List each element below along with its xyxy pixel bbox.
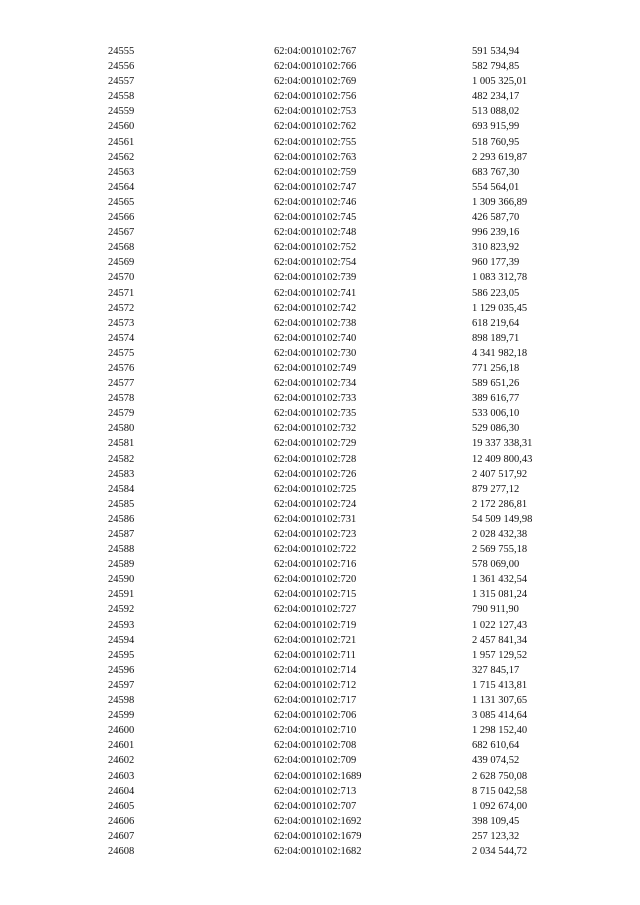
cadastral-number: 62:04:0010102:747 [274, 181, 357, 193]
row-number: 24560 [108, 121, 135, 133]
table-row [108, 542, 568, 557]
row-number: 24581 [108, 438, 135, 450]
row-number: 24607 [108, 830, 135, 842]
row-number: 24589 [108, 559, 135, 571]
cadastral-value: 578 069,00 [472, 559, 520, 571]
row-number: 24568 [108, 242, 135, 254]
cadastral-number: 62:04:0010102:709 [274, 755, 357, 767]
cadastral-value: 398 109,45 [472, 815, 520, 827]
cadastral-value: 257 123,32 [472, 830, 520, 842]
row-number: 24557 [108, 76, 135, 88]
row-number: 24561 [108, 136, 135, 148]
cadastral-number: 62:04:0010102:763 [274, 151, 357, 163]
row-number: 24565 [108, 196, 135, 208]
cadastral-value: 2 457 841,34 [472, 634, 528, 646]
table-row [108, 723, 568, 738]
table-row [108, 210, 568, 225]
table-row [108, 270, 568, 285]
cadastral-number: 62:04:0010102:745 [274, 212, 357, 224]
row-number: 24564 [108, 181, 135, 193]
cadastral-number: 62:04:0010102:735 [274, 408, 357, 420]
table-row [108, 119, 568, 134]
row-number: 24596 [108, 664, 135, 676]
cadastral-value: 996 239,16 [472, 227, 520, 239]
cadastral-number: 62:04:0010102:1679 [274, 830, 362, 842]
cadastral-value: 683 767,30 [472, 166, 520, 178]
cadastral-number: 62:04:0010102:721 [274, 634, 357, 646]
row-number: 24569 [108, 257, 135, 269]
cadastral-number: 62:04:0010102:1689 [274, 770, 362, 782]
table-row [108, 467, 568, 482]
cadastral-value: 3 085 414,64 [472, 710, 528, 722]
cadastral-value: 1 309 366,89 [472, 196, 528, 208]
table-row [108, 104, 568, 119]
table-row [108, 376, 568, 391]
cadastral-value: 1 022 127,43 [472, 619, 528, 631]
cadastral-number: 62:04:0010102:769 [274, 76, 357, 88]
cadastral-value: 1 083 312,78 [472, 272, 528, 284]
cadastral-value: 771 256,18 [472, 362, 520, 374]
table-row [108, 769, 568, 784]
cadastral-number: 62:04:0010102:729 [274, 438, 357, 450]
row-number: 24605 [108, 800, 135, 812]
table-row [108, 286, 568, 301]
cadastral-value: 1 298 152,40 [472, 725, 528, 737]
row-number: 24558 [108, 91, 135, 103]
cadastral-value-table [108, 44, 568, 859]
row-number: 24603 [108, 770, 135, 782]
cadastral-value: 682 610,64 [472, 740, 520, 752]
table-row [108, 678, 568, 693]
cadastral-value: 1 715 413,81 [472, 679, 528, 691]
cadastral-value: 529 086,30 [472, 423, 520, 435]
row-number: 24597 [108, 679, 135, 691]
row-number: 24594 [108, 634, 135, 646]
cadastral-value: 554 564,01 [472, 181, 520, 193]
cadastral-value: 2 407 517,92 [472, 468, 528, 480]
table-row [108, 633, 568, 648]
cadastral-number: 62:04:0010102:727 [274, 604, 357, 616]
row-number: 24602 [108, 755, 135, 767]
cadastral-number: 62:04:0010102:742 [274, 302, 357, 314]
cadastral-value: 482 234,17 [472, 91, 520, 103]
row-number: 24586 [108, 513, 135, 525]
cadastral-number: 62:04:0010102:740 [274, 332, 357, 344]
row-number: 24579 [108, 408, 135, 420]
table-row [108, 602, 568, 617]
cadastral-value: 533 006,10 [472, 408, 520, 420]
cadastral-value: 1 129 035,45 [472, 302, 528, 314]
table-row [108, 557, 568, 572]
row-number: 24598 [108, 695, 135, 707]
cadastral-value: 2 034 544,72 [472, 845, 528, 857]
cadastral-value: 1 131 307,65 [472, 695, 528, 707]
table-row [108, 240, 568, 255]
cadastral-value: 1 315 081,24 [472, 589, 528, 601]
cadastral-value: 310 823,92 [472, 242, 520, 254]
row-number: 24563 [108, 166, 135, 178]
cadastral-value: 790 911,90 [472, 604, 519, 616]
cadastral-value: 2 028 432,38 [472, 529, 528, 540]
table-row [108, 135, 568, 150]
cadastral-value: 426 587,70 [472, 212, 520, 224]
table-row [108, 346, 568, 361]
row-number: 24555 [108, 46, 135, 57]
table-row [108, 165, 568, 180]
cadastral-number: 62:04:0010102:715 [274, 589, 357, 601]
cadastral-number: 62:04:0010102:759 [274, 166, 357, 178]
table-row [108, 844, 568, 859]
cadastral-value: 960 177,39 [472, 257, 520, 269]
cadastral-value: 1 957 129,52 [472, 649, 528, 661]
cadastral-number: 62:04:0010102:755 [274, 136, 357, 148]
table-row [108, 648, 568, 663]
table-row [108, 255, 568, 270]
row-number: 24573 [108, 317, 135, 329]
cadastral-number: 62:04:0010102:754 [274, 257, 357, 269]
row-number: 24606 [108, 815, 135, 827]
row-number: 24575 [108, 347, 135, 359]
cadastral-number: 62:04:0010102:766 [274, 61, 357, 73]
cadastral-number: 62:04:0010102:719 [274, 619, 357, 631]
row-number: 24587 [108, 529, 135, 540]
table-row [108, 799, 568, 814]
table-row [108, 814, 568, 829]
cadastral-number: 62:04:0010102:753 [274, 106, 357, 118]
cadastral-number: 62:04:0010102:748 [274, 227, 357, 239]
cadastral-number: 62:04:0010102:733 [274, 393, 357, 405]
table-row [108, 693, 568, 708]
row-number: 24590 [108, 574, 135, 586]
row-number: 24571 [108, 287, 135, 299]
cadastral-value: 54 509 149,98 [472, 513, 533, 525]
row-number: 24582 [108, 453, 135, 465]
table-row [108, 738, 568, 753]
cadastral-value: 513 088,02 [472, 106, 520, 118]
cadastral-number: 62:04:0010102:714 [274, 664, 357, 676]
cadastral-value: 12 409 800,43 [472, 453, 533, 465]
cadastral-value: 2 172 286,81 [472, 498, 528, 510]
cadastral-number: 62:04:0010102:725 [274, 483, 357, 495]
row-number: 24600 [108, 725, 135, 737]
table-row [108, 753, 568, 768]
cadastral-value: 898 189,71 [472, 332, 520, 344]
row-number: 24601 [108, 740, 135, 752]
cadastral-value: 2 569 755,18 [472, 544, 528, 556]
cadastral-number: 62:04:0010102:722 [274, 544, 357, 556]
cadastral-value: 693 915,99 [472, 121, 520, 133]
cadastral-number: 62:04:0010102:732 [274, 423, 357, 435]
row-number: 24592 [108, 604, 135, 616]
table-row [108, 150, 568, 165]
row-number: 24567 [108, 227, 135, 239]
row-number: 24576 [108, 362, 135, 374]
cadastral-number: 62:04:0010102:762 [274, 121, 357, 133]
row-number: 24588 [108, 544, 135, 556]
row-number: 24583 [108, 468, 135, 480]
table-row [108, 316, 568, 331]
row-number: 24574 [108, 332, 135, 344]
cadastral-number: 62:04:0010102:756 [274, 91, 357, 103]
cadastral-number: 62:04:0010102:749 [274, 362, 357, 374]
table-row [108, 391, 568, 406]
cadastral-value: 589 651,26 [472, 378, 520, 390]
table-row [108, 512, 568, 527]
cadastral-value: 389 616,77 [472, 393, 520, 405]
cadastral-number: 62:04:0010102:717 [274, 695, 357, 707]
table-row [108, 59, 568, 74]
row-number: 24599 [108, 710, 135, 722]
cadastral-number: 62:04:0010102:741 [274, 287, 357, 299]
table-row [108, 663, 568, 678]
table-row [108, 527, 568, 542]
table-row [108, 784, 568, 799]
cadastral-value: 439 074,52 [472, 755, 520, 767]
row-number: 24559 [108, 106, 135, 118]
row-number: 24572 [108, 302, 135, 314]
cadastral-value: 1 361 432,54 [472, 574, 528, 586]
row-number: 24591 [108, 589, 135, 601]
cadastral-value: 2 293 619,87 [472, 151, 528, 163]
table-row [108, 452, 568, 467]
cadastral-number: 62:04:0010102:723 [274, 529, 357, 540]
cadastral-number: 62:04:0010102:730 [274, 347, 357, 359]
cadastral-number: 62:04:0010102:734 [274, 378, 357, 390]
table-row [108, 74, 568, 89]
cadastral-value: 879 277,12 [472, 483, 520, 495]
cadastral-number: 62:04:0010102:710 [274, 725, 357, 737]
cadastral-number: 62:04:0010102:712 [274, 679, 357, 691]
row-number: 24595 [108, 649, 135, 661]
cadastral-value: 1 005 325,01 [472, 76, 528, 88]
cadastral-number: 62:04:0010102:728 [274, 453, 357, 465]
table-row [108, 44, 568, 59]
table-row [108, 406, 568, 421]
cadastral-number: 62:04:0010102:739 [274, 272, 357, 284]
table-row [108, 331, 568, 346]
table-row [108, 180, 568, 195]
table-row [108, 482, 568, 497]
cadastral-value: 8 715 042,58 [472, 785, 528, 797]
cadastral-value: 618 219,64 [472, 317, 520, 329]
cadastral-value: 591 534,94 [472, 46, 520, 57]
row-number: 24562 [108, 151, 135, 163]
cadastral-number: 62:04:0010102:752 [274, 242, 357, 254]
row-number: 24566 [108, 212, 135, 224]
table-row [108, 572, 568, 587]
cadastral-number: 62:04:0010102:706 [274, 710, 357, 722]
cadastral-number: 62:04:0010102:713 [274, 785, 357, 797]
cadastral-number: 62:04:0010102:716 [274, 559, 357, 571]
cadastral-number: 62:04:0010102:707 [274, 800, 357, 812]
row-number: 24577 [108, 378, 135, 390]
table-row [108, 195, 568, 210]
row-number: 24580 [108, 423, 135, 435]
table-row [108, 587, 568, 602]
cadastral-value: 582 794,85 [472, 61, 520, 73]
cadastral-value: 2 628 750,08 [472, 770, 528, 782]
cadastral-number: 62:04:0010102:724 [274, 498, 357, 510]
cadastral-number: 62:04:0010102:708 [274, 740, 357, 752]
cadastral-number: 62:04:0010102:720 [274, 574, 357, 586]
cadastral-value: 4 341 982,18 [472, 347, 528, 359]
table-row [108, 421, 568, 436]
row-number: 24604 [108, 785, 135, 797]
table-row [108, 497, 568, 512]
row-number: 24556 [108, 61, 135, 73]
table-row [108, 436, 568, 451]
cadastral-number: 62:04:0010102:711 [274, 649, 356, 661]
cadastral-number: 62:04:0010102:738 [274, 317, 357, 329]
cadastral-value: 1 092 674,00 [472, 800, 528, 812]
cadastral-number: 62:04:0010102:1692 [274, 815, 362, 827]
cadastral-number: 62:04:0010102:746 [274, 196, 357, 208]
table-row [108, 829, 568, 844]
table-row [108, 301, 568, 316]
cadastral-number: 62:04:0010102:767 [274, 46, 357, 57]
cadastral-value: 327 845,17 [472, 664, 520, 676]
cadastral-value: 19 337 338,31 [472, 438, 533, 450]
cadastral-number: 62:04:0010102:731 [274, 513, 357, 525]
table-row [108, 89, 568, 104]
cadastral-value: 518 760,95 [472, 136, 520, 148]
table-row [108, 361, 568, 376]
cadastral-number: 62:04:0010102:726 [274, 468, 357, 480]
cadastral-number: 62:04:0010102:1682 [274, 845, 362, 857]
table-row [108, 225, 568, 240]
row-number: 24608 [108, 845, 135, 857]
table-row [108, 708, 568, 723]
table-row [108, 618, 568, 633]
row-number: 24585 [108, 498, 135, 510]
row-number: 24578 [108, 393, 135, 405]
row-number: 24584 [108, 483, 135, 495]
cadastral-value: 586 223,05 [472, 287, 520, 299]
row-number: 24593 [108, 619, 135, 631]
row-number: 24570 [108, 272, 135, 284]
